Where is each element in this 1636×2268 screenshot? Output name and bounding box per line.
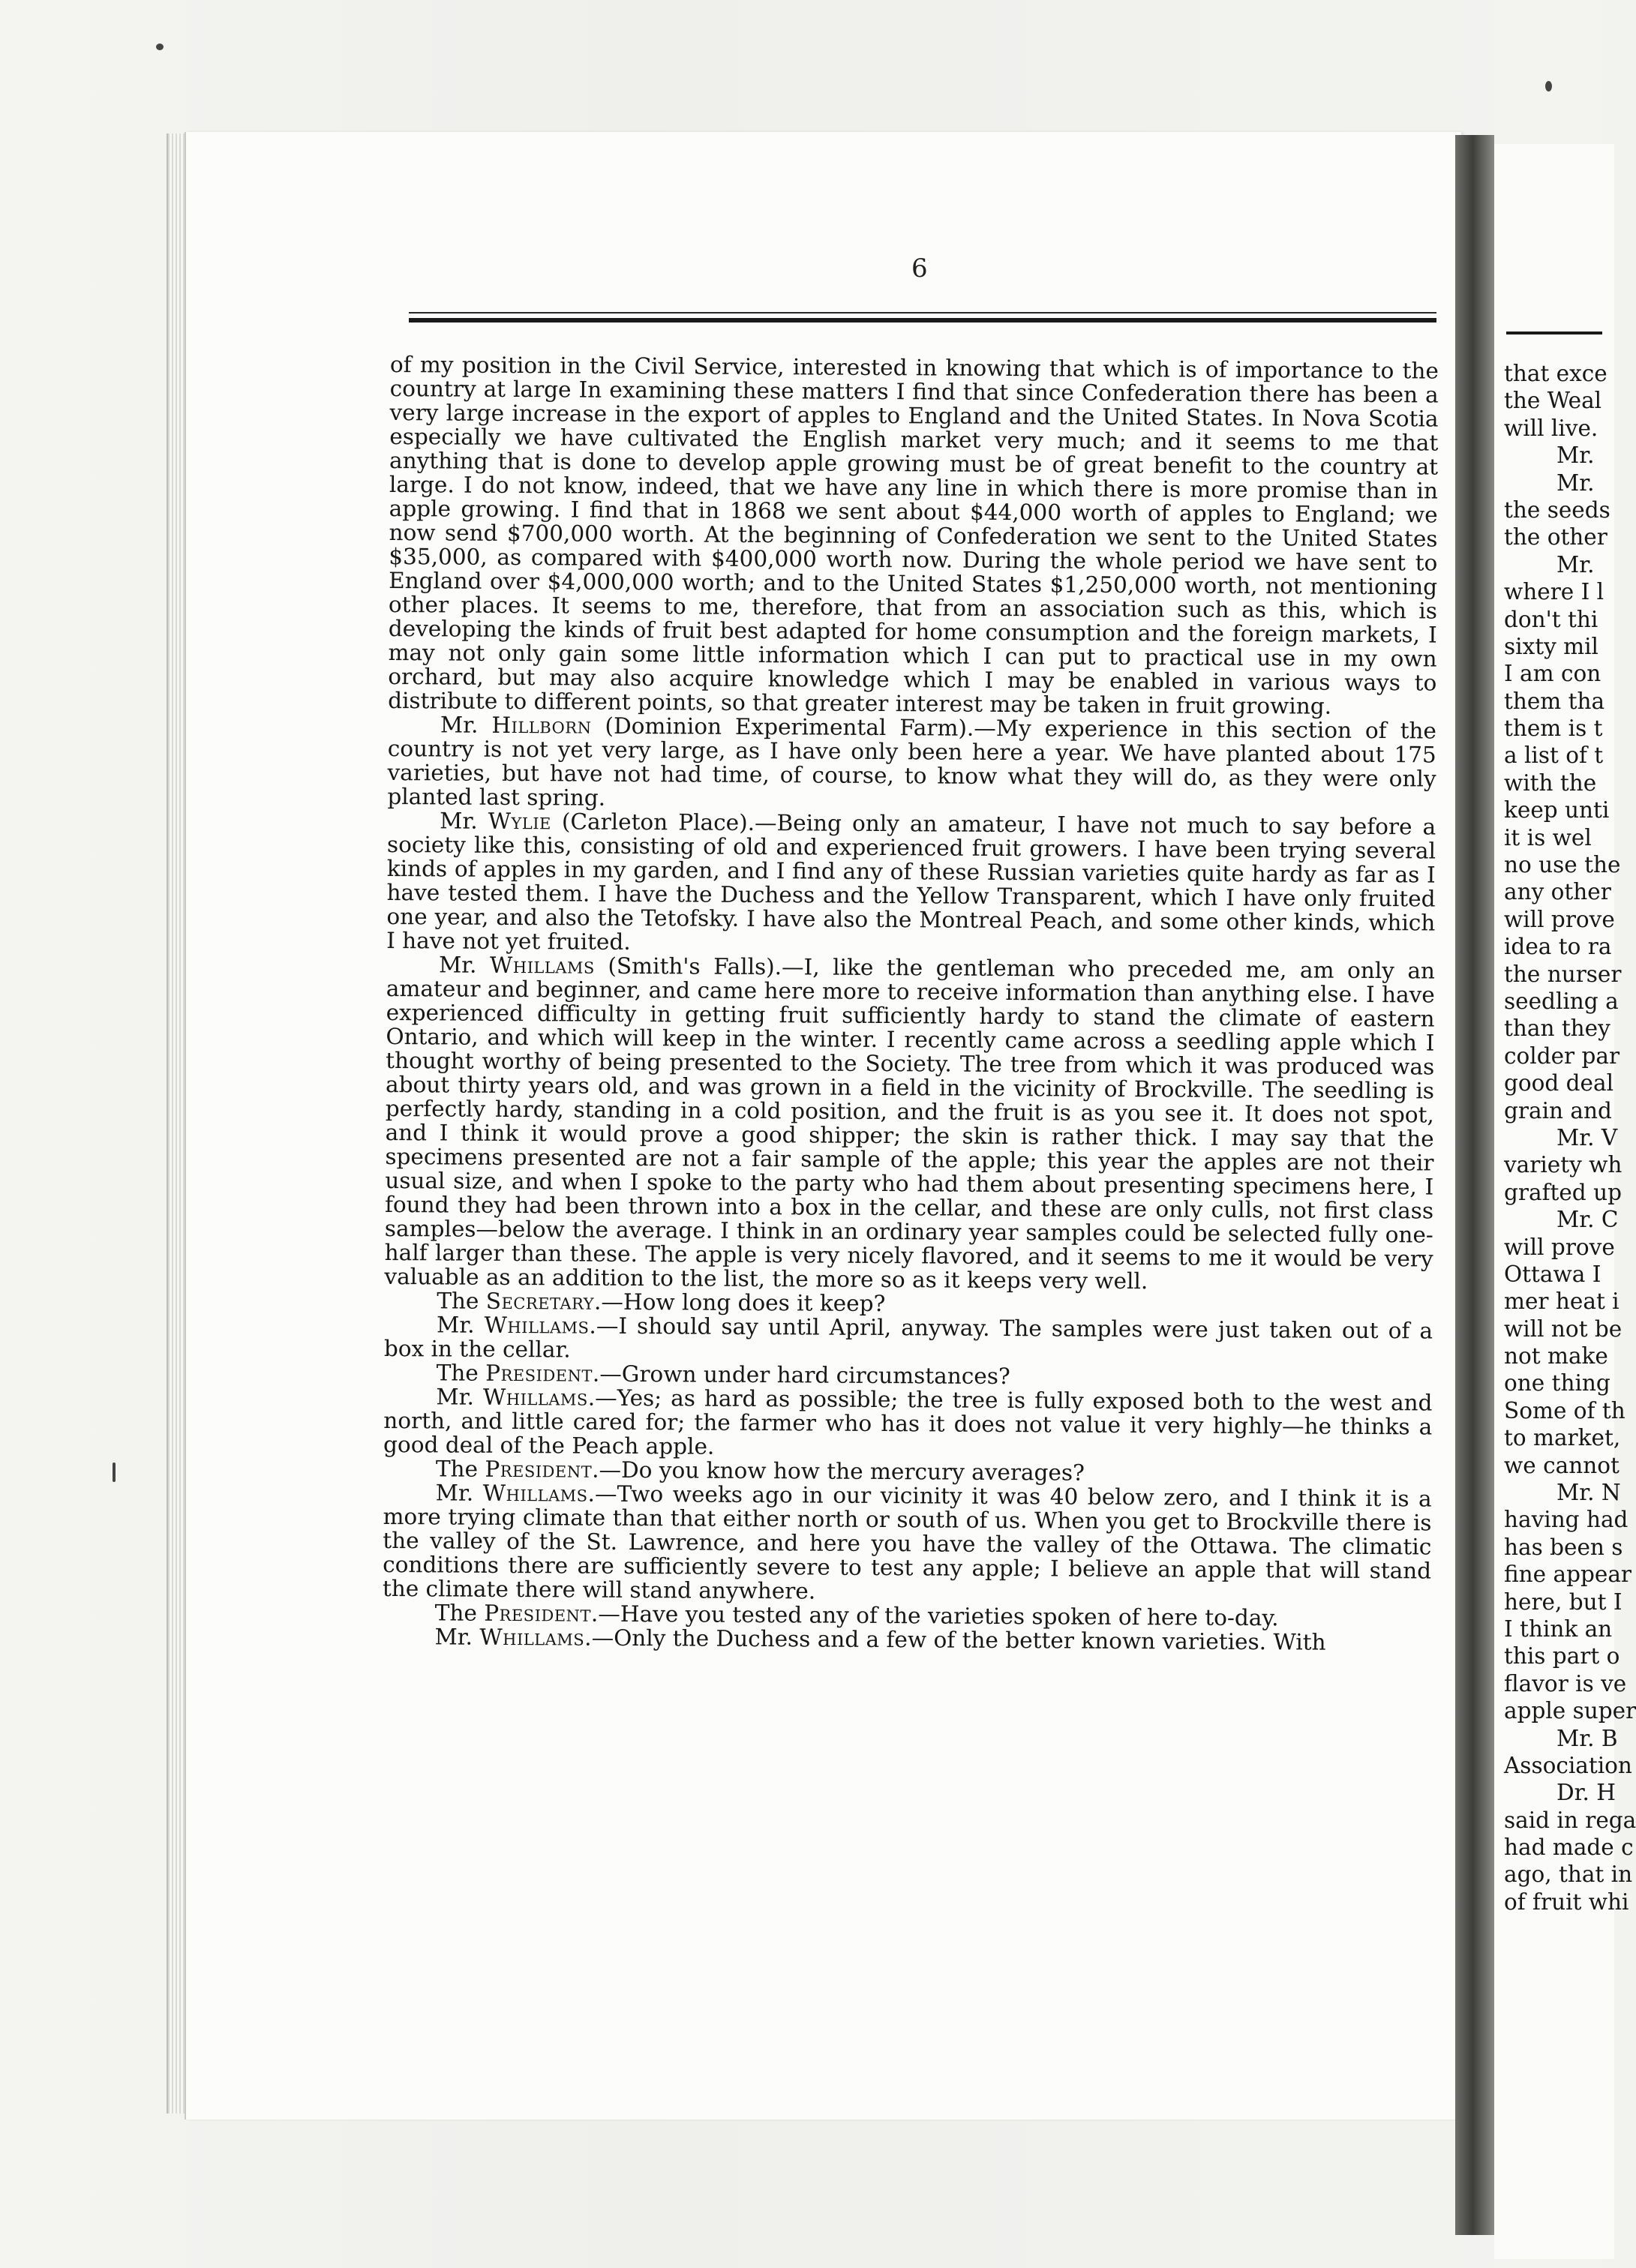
right-page-line: variety wh (1504, 1152, 1622, 1178)
speaker-name: Hillborn (491, 712, 592, 739)
speaker-affiliation: (Dominion Experimental Farm). (591, 712, 974, 741)
speaker-affiliation: . (589, 1312, 596, 1339)
right-page-line: a list of t (1504, 742, 1604, 769)
speaker-prefix: Mr. (440, 712, 492, 738)
speaker-affiliation: (Smith's Falls). (594, 952, 782, 980)
right-page-line: Some of th (1504, 1397, 1625, 1424)
speaker-prefix: The (436, 1360, 486, 1386)
right-page-line: Mr. (1556, 551, 1595, 578)
right-page-line: mer heat i (1504, 1288, 1619, 1315)
paragraph (387, 712, 1436, 815)
speaker-prefix: Mr. (434, 1624, 480, 1650)
speaker-name: President (485, 1456, 593, 1483)
speaker-affiliation: . (592, 1360, 600, 1387)
speaker-affiliation: . (592, 1456, 599, 1483)
speaker-prefix: Mr. (440, 808, 488, 834)
right-page-text (1504, 360, 1636, 1916)
paragraph (383, 1480, 1432, 1607)
paragraph-text: —I, like the gentleman who preceded me, am only an amateur and beginner, and came here more to receive information than anything else. I have experienced difficulty in getting fruit sufficiently hardy to stand the climate of eastern Ontario, and which will keep in the winter. I recently came across a seedling apple which I thought worthy of being presented to the Society. The tree from which it was produced was about thirty years old, and was grown in a field in the vicinity of Brockville. The seedling is perfectly hardy, standing in a cold position, and the fruit is as you see it. It does not spot, and I think it would prove a good shipper; the skin is rather thick. I may say that the specimens presented are not a fair sample of the apple; this year the apples are not their usual size, and when I spoke to the party who had them about presenting specimens here, I found they had been thrown into a box in the cellar, and these are only culls, not first class samples—below the average. I think in an ordinary year samples could be selected fully one-half larger than these. The apple is very nicely flavored, and it seems to me it would be very valuable as an addition to the list, the more so as it keeps very well. (384, 954, 1436, 1294)
right-page-line: fine appear (1504, 1562, 1632, 1588)
paragraph-text: —Only the Duchess and a few of the better known varieties. With (591, 1624, 1326, 1655)
right-page-line: no use the (1504, 852, 1621, 878)
right-page-line: with the (1504, 770, 1597, 796)
right-page-line: where I l (1504, 579, 1604, 605)
paragraph-text: —My experience in this section of the country is not yet very large, as I have only been here a year. We have planted about 175 varieties, but have not had time, of course, to know what they will do, as they were only planted last spring. (387, 715, 1437, 811)
header-rule-thin (409, 312, 1436, 314)
speaker-prefix: Mr. (436, 1312, 485, 1338)
right-page-line: keep unti (1504, 797, 1610, 824)
right-page-line: the Weal (1504, 388, 1602, 414)
right-page-line: that exce (1504, 361, 1607, 386)
right-page-line: flavor is ve (1504, 1670, 1627, 1696)
right-page-line: not make (1504, 1343, 1608, 1370)
right-page-line: the other (1504, 524, 1607, 550)
speaker-name: President (484, 1600, 592, 1627)
right-page-line: said in rega (1504, 1807, 1636, 1833)
body-text (382, 352, 1439, 1655)
speaker-prefix: Mr. (436, 1384, 484, 1410)
right-page-line: will prove (1504, 906, 1615, 932)
speaker-affiliation: (Carleton Place). (551, 808, 755, 836)
speaker-prefix: Mr. (435, 1480, 483, 1506)
right-page-line: Mr. C (1556, 1207, 1619, 1233)
right-page-line: Mr. (1556, 470, 1595, 496)
speaker-name: President (485, 1360, 593, 1387)
right-page-line: grafted up (1504, 1179, 1622, 1205)
paragraph-text: —Grown under hard circumstances? (599, 1360, 1010, 1390)
paragraph-text: —Do you know how the mercury averages? (599, 1456, 1085, 1486)
right-page-line: them tha (1504, 688, 1605, 714)
right-page-line: colder par (1504, 1042, 1620, 1069)
right-page-line: good deal (1504, 1070, 1614, 1096)
right-page-line: Mr. V (1556, 1124, 1618, 1150)
speaker-name: Secretary (485, 1288, 595, 1315)
right-page-line: Ottawa I (1504, 1261, 1601, 1287)
right-page-line: Dr. H (1556, 1780, 1616, 1806)
paragraph-text: —Being only an amateur, I have not much to say before a society like this, consisting of old and experienced fruit growers. I have been trying several kinds of apples in my garden, and I find any of these Russian varieties quite hardy as far as I have tested them. I have the Duchess and the Yellow Transparent, which I have only fruited one year, and also the Tetofsky. I have also the Montreal Peach, and some other kinds, which I have not yet fruited. (386, 809, 1436, 955)
page-number: 6 (911, 254, 928, 284)
paragraph-text: —How long does it keep? (601, 1288, 886, 1317)
speaker-affiliation: . (587, 1480, 596, 1507)
right-page-line: we cannot (1504, 1452, 1619, 1478)
speaker-prefix: The (434, 1600, 485, 1626)
right-page-line: ago, that in (1504, 1862, 1633, 1888)
right-page-line: of fruit whi (1504, 1888, 1629, 1915)
right-page-line: them is t (1504, 716, 1603, 742)
right-page-line: had made c (1504, 1834, 1634, 1861)
right-page-line: this part o (1504, 1643, 1620, 1670)
speaker-affiliation: . (593, 1288, 602, 1315)
right-page-line: has been s (1504, 1534, 1623, 1560)
paragraph (386, 808, 1436, 959)
book-gutter (1455, 135, 1494, 2235)
dust-speck (156, 44, 164, 50)
speaker-name: Whillams (482, 1480, 588, 1507)
paragraph-text: —Have you tested any of the varieties spoken of here to-day. (598, 1600, 1279, 1631)
right-page-line: will prove (1504, 1234, 1615, 1260)
speaker-name: Wylie (488, 808, 552, 835)
header-rule-thick (409, 318, 1436, 322)
speaker-prefix: The (437, 1288, 486, 1314)
paragraph (383, 1384, 1433, 1463)
dust-speck (113, 1462, 116, 1482)
paragraph-text: —Yes; as hard as possible; the tree is fully exposed both to the west and north, and little cared for; the farmer who has it does not value it very highly—he thinks a good deal of the Peach apple. (383, 1384, 1433, 1460)
right-page-line: don't thi (1504, 606, 1598, 632)
paragraph (384, 952, 1435, 1295)
right-page-line: any other (1504, 879, 1611, 905)
speaker-name: Whillams (484, 1312, 590, 1339)
speaker-affiliation: . (590, 1600, 599, 1627)
paragraph (388, 352, 1439, 719)
right-page-line: it is wel (1504, 824, 1592, 850)
speaker-name: Whillams (489, 952, 595, 979)
speaker-prefix: The (435, 1456, 485, 1482)
speaker-prefix: Mr. (438, 952, 491, 978)
right-page-line: than they (1504, 1016, 1610, 1042)
right-page-line: one thing (1504, 1370, 1610, 1396)
right-page-line: I think an (1504, 1616, 1613, 1642)
speaker-name: Whillams (482, 1384, 588, 1411)
right-page-line: will not be (1504, 1316, 1622, 1342)
speaker-affiliation: . (584, 1624, 592, 1651)
right-page-line: here, but I (1504, 1588, 1622, 1615)
right-page-line: Mr. B (1556, 1725, 1618, 1751)
right-page-line: grain and (1504, 1097, 1612, 1124)
right-page-line: will live. (1504, 415, 1598, 441)
right-page-line: seedling a (1504, 988, 1619, 1014)
right-page-line: I am con (1504, 661, 1601, 687)
right-page-line: Mr. (1556, 442, 1595, 469)
right-page-header-rule (1506, 332, 1602, 334)
right-page-line: having had (1504, 1507, 1628, 1533)
right-page-line: to market, (1504, 1425, 1621, 1451)
paragraph-text: —I should say until April, anyway. The samples were just taken out of a box in the cellar. (383, 1312, 1433, 1363)
paragraph-text: —Two weeks ago in our vicinity it was 40 below zero, and I think it is a more trying climate than that either north or south of us. When you get to Brockville there is the valley of the St. Lawrence, and here you have the valley of the Ottawa. The climatic conditions there are sufficiently severe to test any apple; I believe an apple that will stand the climate there will stand anywhere. (382, 1480, 1432, 1604)
dust-speck (1545, 81, 1552, 92)
right-page-line: the nurser (1504, 961, 1622, 987)
right-page-line: sixty mil (1504, 633, 1598, 659)
right-page-line: idea to ra (1504, 934, 1612, 960)
right-page-line: apple super (1504, 1698, 1636, 1724)
paragraph (384, 1312, 1433, 1367)
right-page-line: the seeds (1504, 496, 1610, 523)
speaker-name: Whillams (479, 1624, 585, 1651)
speaker-affiliation: . (587, 1384, 596, 1411)
right-page-line: Mr. N (1556, 1480, 1621, 1506)
paragraph-text: of my position in the Civil Service, interested in knowing that which is of importance to the country at large In examining these matters I find that since Confederation there has been a very large increase in the export of apples to England and the United States. In Nova Scotia especially we have cultivated the English market very much; and it seems to me that anything that is done to develop apple growing must be of great benefit to the country at large. I do not know, indeed, that we have any line in which there is more promise than in apple growing. I find that in 1868 we sent about $44,000 worth of apples to England; we now send $700,000 worth. At the beginning of Confederation we sent to the United States $35,000, as compared with $400,000 worth now. During the whole period we have sent to England over $4,000,000 worth; and to the United States $1,250,000 worth, not mentioning other places. It seems to me, therefore, that from an association such as this, which is developing the kinds of fruit best adapted for home consumption and the foreign markets, I may not only gain some little information which I can put to practical use in my own orchard, but may also acquire knowledge which I may be enabled in various ways to distribute to different points, so that greater interest may be taken in fruit growing. (388, 352, 1439, 719)
right-page-line: Association (1504, 1752, 1632, 1778)
